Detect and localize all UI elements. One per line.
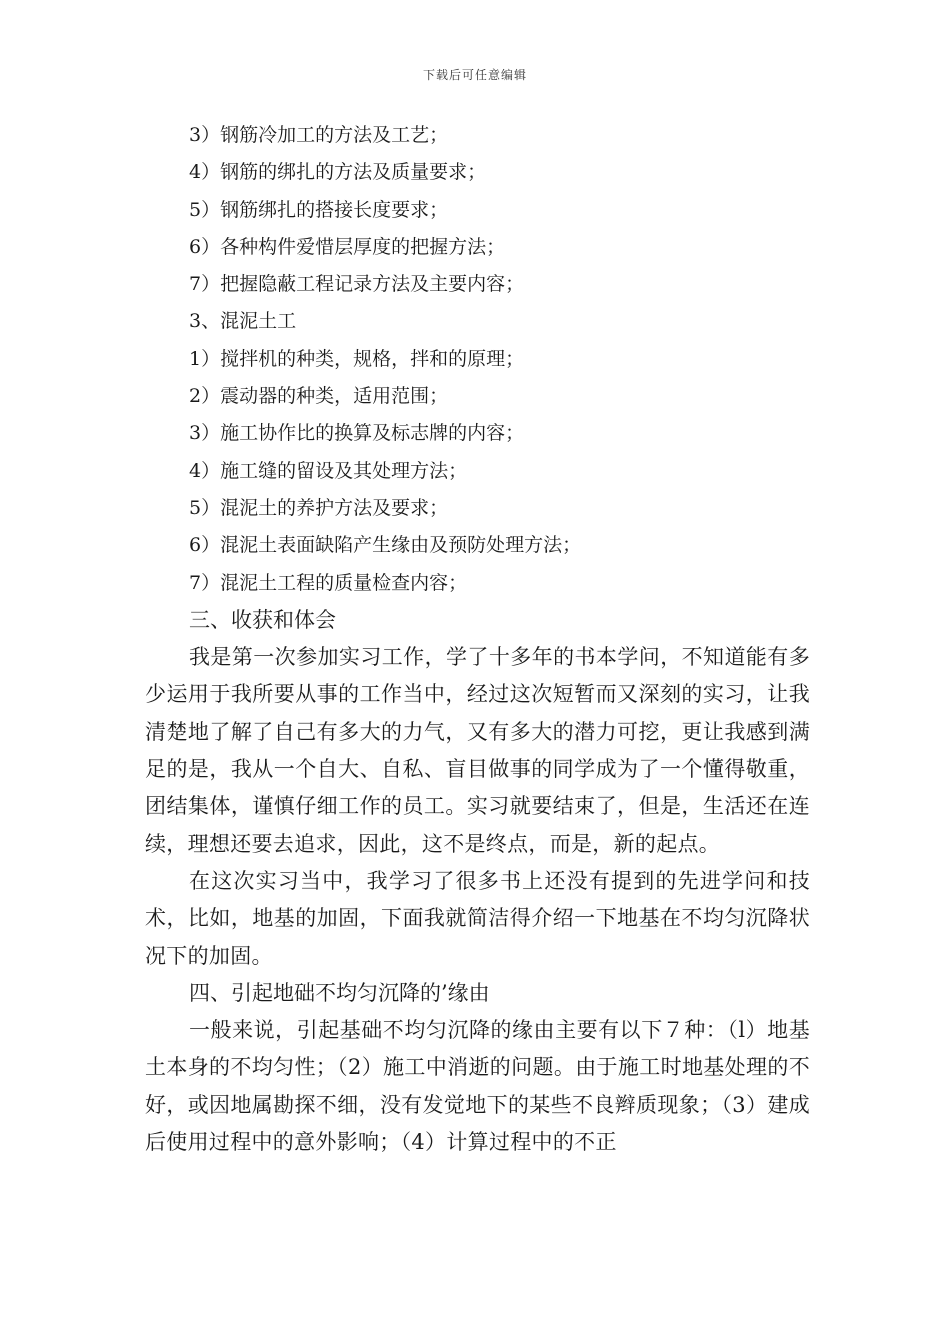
list-item: 5）钢筋绑扎的搭接长度要求； (189, 198, 449, 221)
list-item: 3）施工协作比的换算及标志牌的内容； (189, 422, 525, 445)
list-item: 4）施工缝的留设及其处理方法； (189, 459, 468, 482)
page-header: 下载后可任意编辑 (422, 68, 527, 82)
list-item: 2）震动器的种类，适用范围； (189, 385, 449, 408)
paragraph: 一般来说，引起基础不均匀沉降的缘由主要有以下７种：（l）地基土本身的不均匀性；（2）施工中消逝的问题。由于施工时地基处理的不好，或因地属勘探不细，没有发觉地下的某些不良辫质现象；（3）建成后使用过程中的意外影响；（4）计算过程中的不正 (145, 1018, 810, 1155)
list-item: 5）混泥土的养护方法及要求； (189, 496, 449, 519)
list-item: 7）把握隐蔽工程记录方法及主要内容； (189, 273, 525, 296)
list-item: 6）各种构件爱惜层厚度的把握方法； (189, 235, 506, 258)
list-item: 7）混泥土工程的质量检查内容； (189, 571, 468, 594)
list-item: 4）钢筋的绑扎的方法及质量要求； (189, 161, 487, 184)
section-heading-settlement-causes: 四、引起地础不均匀沉降的’缘由 (189, 980, 490, 1005)
subsection-heading: 3、混泥土工 (189, 310, 297, 333)
list-item: 3）钢筋冷加工的方法及工艺； (189, 124, 449, 146)
list-item: 6）混泥土表面缺陷产生缘由及预防处理方法； (189, 534, 582, 557)
list-item: 1）搅拌机的种类，规格，拌和的原理； (189, 347, 525, 370)
paragraph: 我是第一次参加实习工作，学了十多年的书本学问，不知道能有多少运用于我所要从事的工作当中，经过这次短暂而又深刻的实习，让我清楚地了解了自己有多大的力气，又有多大的潜力可挖，更让我感到满足的是，我从一个自大、自私、盲目做事的同学成为了一个懂得敬重，团结集体，谨慎仔细工作的员工。实习就要结束了，但是，生活还在连续，理想还要去追求，因此，这不是终点，而是，新的起点。 (145, 645, 810, 856)
paragraph: 在这次实习当中，我学习了很多书上还没有提到的先进学问和技术，比如，地基的加固，下面我就简洁得介绍一下地基在不均匀沉降状况下的加固。 (145, 868, 810, 968)
document-body (145, 117, 810, 1161)
section-heading-harvest: 三、收获和体会 (189, 607, 336, 632)
